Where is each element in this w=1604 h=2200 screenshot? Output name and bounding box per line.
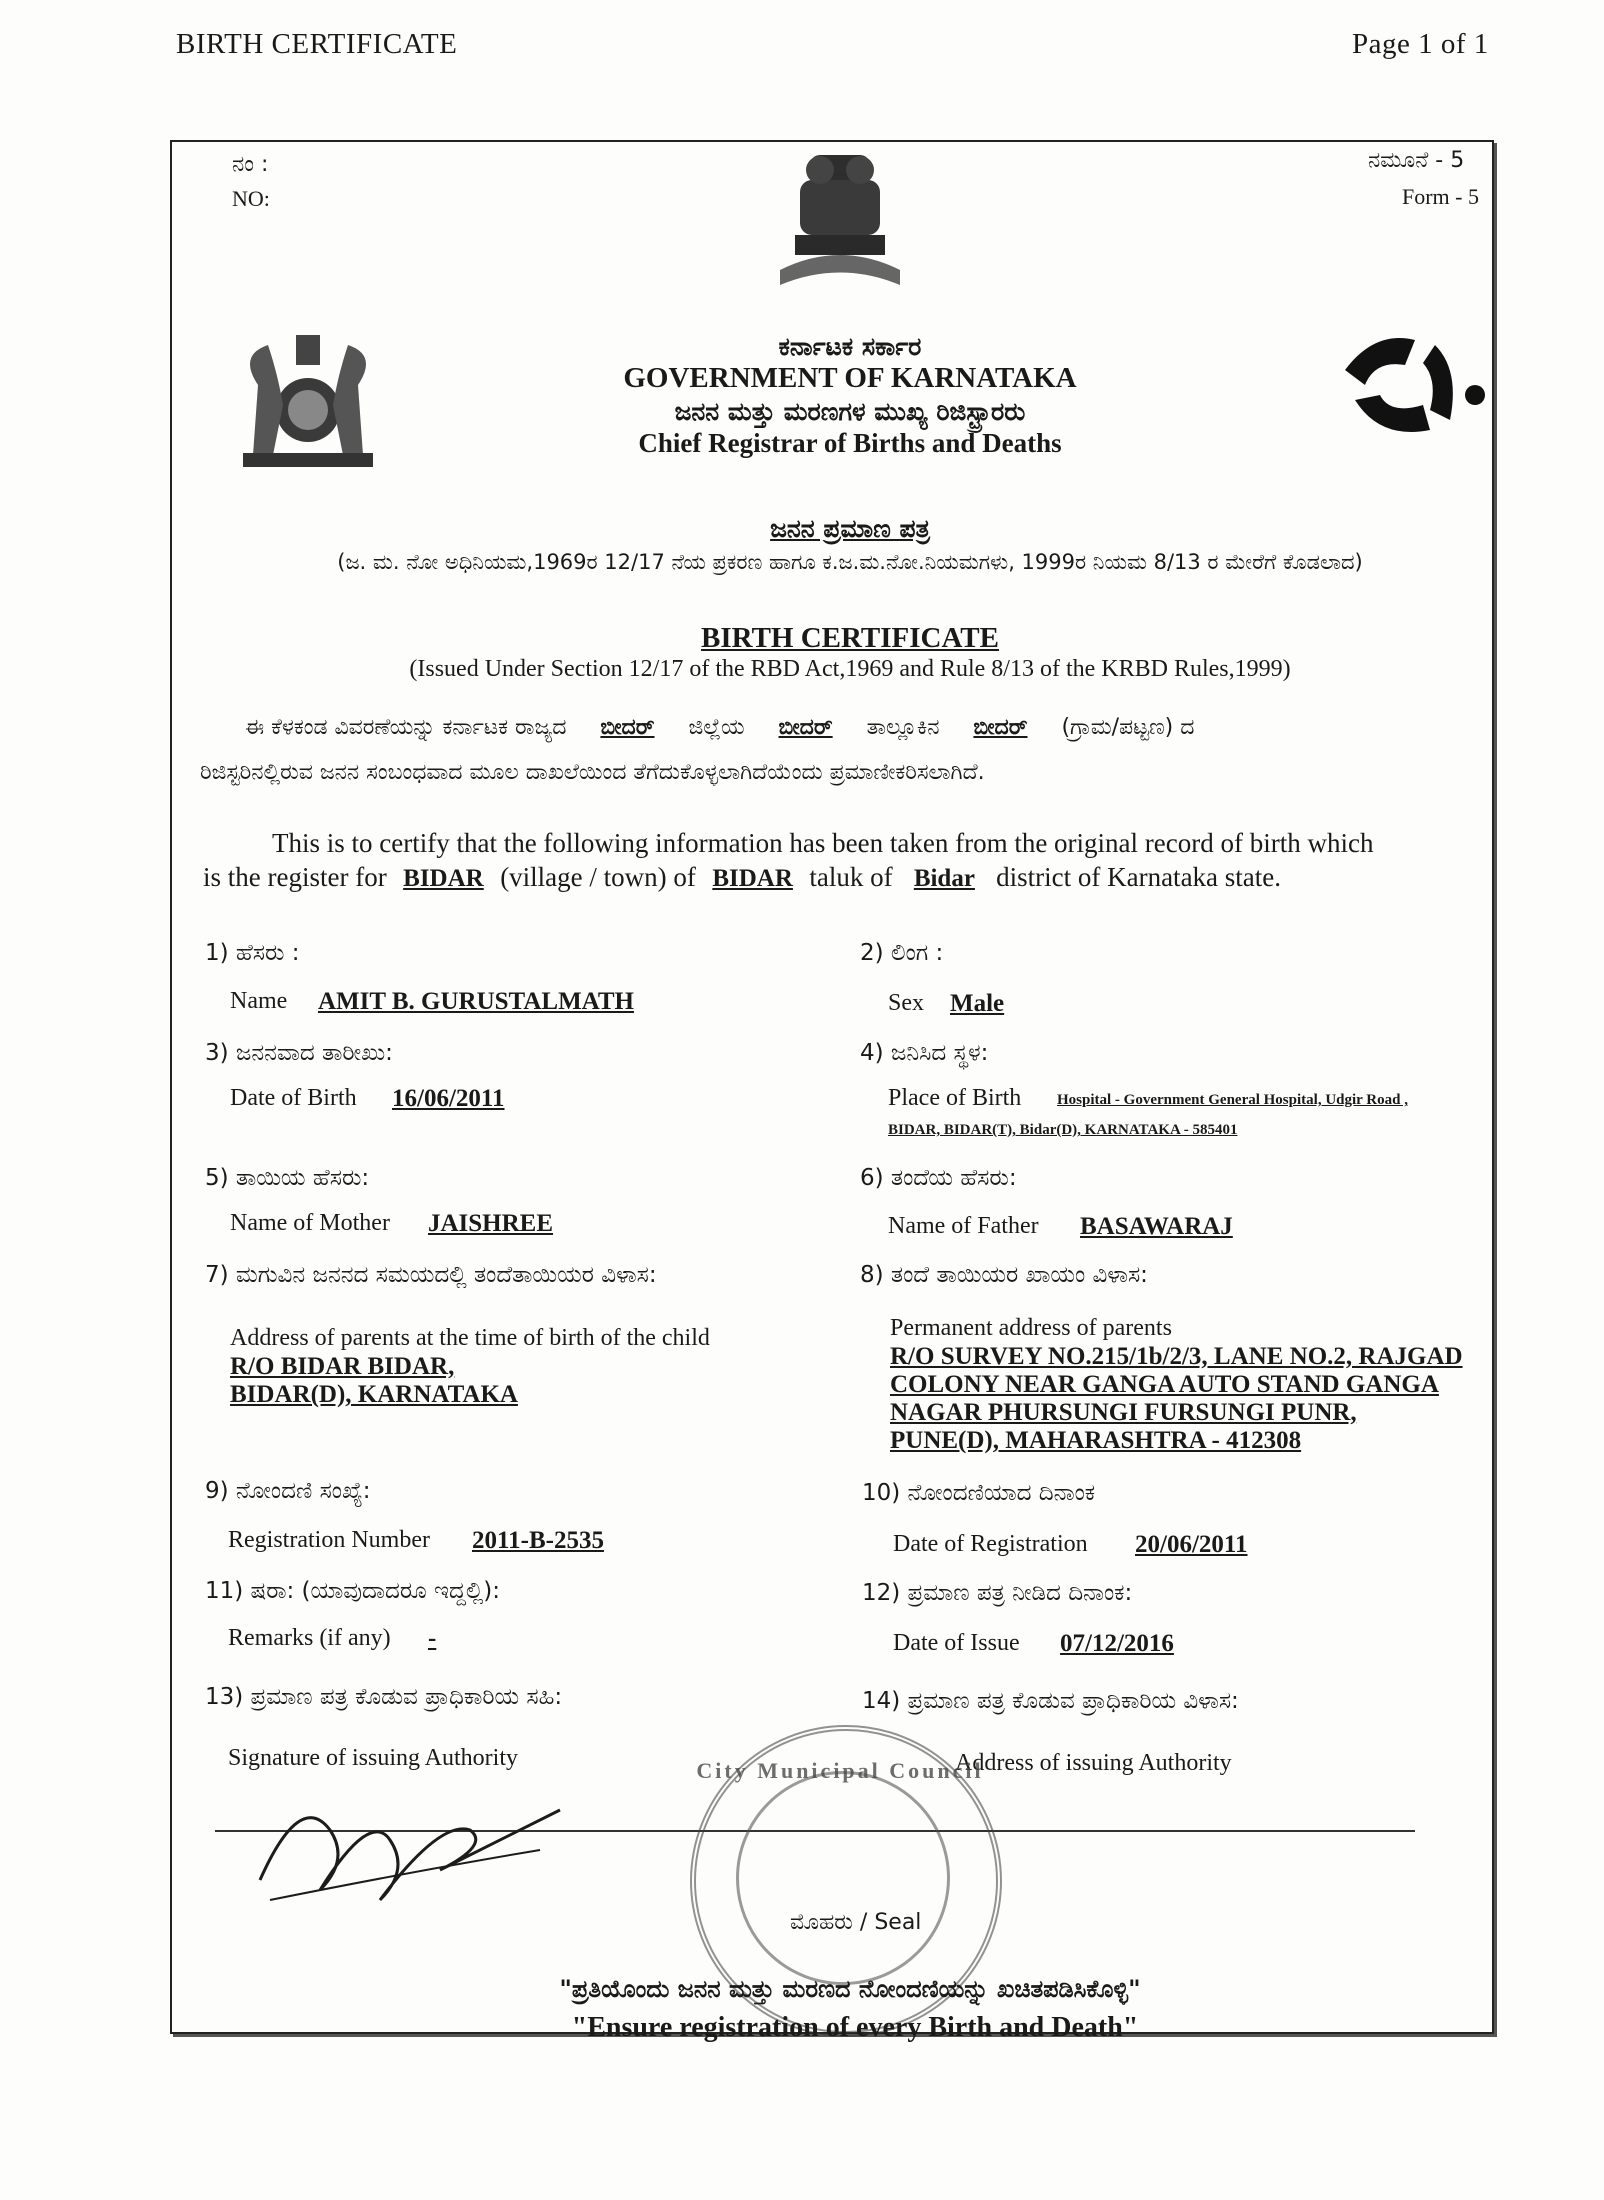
pob-value-line1: Hospital - Government General Hospital, Udgir Road ,	[1057, 1092, 1408, 1108]
name-label: Name	[230, 988, 288, 1014]
health-logo-icon	[1335, 325, 1485, 450]
father-label: Name of Father	[888, 1213, 1039, 1239]
remarks-label: Remarks (if any)	[228, 1625, 391, 1651]
district-kn: ಬೀದರ್	[600, 715, 655, 740]
signature-icon	[240, 1770, 580, 1920]
footer-slogan: "Ensure registration of every Birth and Death"	[571, 2012, 1139, 2043]
statement-line1: This is to certify that the following information has been taken from the original record of birth which	[272, 828, 1374, 858]
birth-address-label-kn: 7) ಮಗುವಿನ ಜನನದ ಸಮಯದಲ್ಲಿ ತಂದೆತಾಯಿಯರ ವಿಳಾಸ:	[205, 1262, 657, 1288]
father-label-kn: 6) ತಂದೆಯ ಹೆಸರು:	[860, 1165, 1017, 1191]
page-number: Page 1 of 1	[1352, 28, 1489, 60]
registrar-title-kn: ಜನನ ಮತ್ತು ಮರಣಗಳ ಮುಖ್ಯ ರಿಜಿಸ್ಟ್ರಾರರು	[674, 397, 1026, 426]
certificate-title: BIRTH CERTIFICATE	[701, 622, 999, 654]
statement-text: (village / town) of	[500, 862, 696, 892]
permanent-address-line1: R/O SURVEY NO.215/1b/2/3, LANE NO.2, RAJGAD	[890, 1343, 1463, 1370]
pob-label: Place of Birth	[888, 1085, 1022, 1111]
remarks-value: -	[428, 1625, 437, 1652]
permanent-address-line3: NAGAR PHURSUNGI FURSUNGI PUNR,	[890, 1399, 1357, 1426]
statement-text: taluk of	[809, 862, 893, 892]
no-label: NO:	[232, 186, 270, 211]
issuedate-label-kn: 12) ಪ್ರಮಾಣ ಪತ್ರ ನೀಡಿದ ದಿನಾಂಕ:	[862, 1580, 1133, 1606]
signature-label-kn: 13) ಪ್ರಮಾಣ ಪತ್ರ ಕೊಡುವ ಪ್ರಾಧಿಕಾರಿಯ ಸಹಿ:	[205, 1684, 563, 1710]
father-name: BASAWARAJ	[1080, 1213, 1233, 1240]
registrar-title: Chief Registrar of Births and Deaths	[638, 428, 1062, 458]
national-emblem-icon	[760, 145, 920, 300]
seal-text: City Municipal Council	[696, 1758, 984, 1783]
taluk-value: BIDAR	[712, 865, 793, 892]
statement-kn-text: (ಗ್ರಾಮ/ಪಟ್ಟಣ) ದ	[1061, 715, 1195, 740]
mother-label: Name of Mother	[230, 1210, 390, 1236]
dob-label-kn: 3) ಜನನವಾದ ತಾರೀಖು:	[205, 1040, 393, 1066]
permanent-address-label-kn: 8) ತಂದೆ ತಾಯಿಯರ ಖಾಯಂ ವಿಳಾಸ:	[860, 1262, 1148, 1288]
regno-label: Registration Number	[228, 1527, 430, 1553]
certificate-title-kn: ಜನನ ಪ್ರಮಾಣ ಪತ್ರ	[770, 514, 930, 543]
sex-value: Male	[950, 990, 1005, 1017]
remarks-label-kn: 11) ಷರಾ: (ಯಾವುದಾದರೂ ಇದ್ದಲ್ಲಿ):	[205, 1578, 501, 1604]
district-value: Bidar	[913, 865, 975, 892]
no-label-kn: ನಂ :	[232, 152, 269, 177]
seal-label: ಮೊಹರು / Seal	[790, 1910, 922, 1935]
regno-label-kn: 9) ನೋಂದಣಿ ಸಂಖ್ಯೆ:	[205, 1478, 371, 1504]
statement-kn-text: ಜಿಲ್ಲೆಯ	[688, 715, 745, 740]
village-kn: ಬೀದರ್	[973, 715, 1028, 740]
act-reference: (Issued Under Section 12/17 of the RBD Act,1969 and Rule 8/13 of the KRBD Rules,1999)	[409, 656, 1291, 682]
statement-kn-text: ಈ ಕೆಳಕಂಡ ವಿವರಣೆಯನ್ನು ಕರ್ನಾಟಕ ರಾಜ್ಯದ	[245, 715, 567, 740]
signature-label: Signature of issuing Authority	[228, 1745, 518, 1771]
regdate-label: Date of Registration	[893, 1531, 1088, 1557]
taluk-kn: ಬೀದರ್	[778, 715, 833, 740]
pob-label-kn: 4) ಜನಿಸಿದ ಸ್ಥಳ:	[860, 1040, 989, 1066]
statement-line2	[203, 862, 1281, 893]
karnataka-emblem-icon	[218, 315, 398, 475]
statement-kn-line1	[245, 715, 1194, 740]
government-title: GOVERNMENT OF KARNATAKA	[623, 362, 1077, 394]
authority-address-label: Address of issuing Authority	[955, 1750, 1232, 1776]
birth-address-label: Address of parents at the time of birth of the child	[230, 1325, 710, 1351]
government-title-kn: ಕರ್ನಾಟಕ ಸರ್ಕಾರ	[778, 332, 922, 361]
child-name: AMIT B. GURUSTALMATH	[318, 988, 635, 1015]
sex-label-kn: 2) ಲಿಂಗ :	[860, 940, 944, 966]
act-reference-kn: (ಜ. ಮ. ನೋ ಅಧಿನಿಯಮ,1969ರ 12/17 ನೆಯ ಪ್ರಕರಣ ಹಾಗೂ ಕ.ಜ.ಮ.ನೋ.ನಿಯಮಗಳು, 1999ರ ನಿಯಮ 8/13 ರ ಮೇರೆಗೆ ಕೊಡಲಾದ)	[337, 550, 1363, 574]
statement-kn-text: ತಾಲ್ಲೂಕಿನ	[866, 715, 940, 740]
name-label-kn: 1) ಹೆಸರು :	[205, 940, 300, 966]
birth-address-line2: BIDAR(D), KARNATAKA	[230, 1381, 518, 1408]
statement-text: district of Karnataka state.	[996, 862, 1282, 892]
statement-text: is the register for	[203, 862, 387, 892]
permanent-address-line4: PUNE(D), MAHARASHTRA - 412308	[890, 1427, 1302, 1454]
regno-value: 2011-B-2535	[472, 1527, 604, 1554]
form-label: Form - 5	[1402, 184, 1479, 209]
birth-address-line1: R/O BIDAR BIDAR,	[230, 1353, 455, 1380]
page-header-title: BIRTH CERTIFICATE	[176, 28, 458, 60]
footer-kn: "ಪ್ರತಿಯೊಂದು ಜನನ ಮತ್ತು ಮರಣದ ನೋಂದಣಿಯನ್ನು ಖಚಿತಪಡಿಸಿಕೊಳ್ಳಿ"	[559, 1975, 1141, 2003]
permanent-address-label: Permanent address of parents	[890, 1315, 1172, 1341]
regdate-label-kn: 10) ನೋಂದಣಿಯಾದ ದಿನಾಂಕ	[862, 1480, 1096, 1506]
statement-kn-line2: ರಿಜಿಸ್ಟರಿನಲ್ಲಿರುವ ಜನನ ಸಂಬಂಧವಾದ ಮೂಲ ದಾಖಲೆಯಿಂದ ತೆಗೆದುಕೊಳ್ಳಲಾಗಿದೆಯೆಂದು ಪ್ರಮಾಣೀಕರಿಸಲಾಗಿದೆ.	[200, 760, 985, 785]
regdate-value: 20/06/2011	[1135, 1531, 1248, 1558]
authority-address-label-kn: 14) ಪ್ರಮಾಣ ಪತ್ರ ಕೊಡುವ ಪ್ರಾಧಿಕಾರಿಯ ವಿಳಾಸ:	[862, 1688, 1239, 1714]
dob-value: 16/06/2011	[392, 1085, 505, 1112]
sex-label: Sex	[888, 990, 924, 1016]
permanent-address-line2: COLONY NEAR GANGA AUTO STAND GANGA	[890, 1371, 1439, 1398]
form-label-kn: ನಮೂನೆ - 5	[1368, 148, 1465, 173]
mother-label-kn: 5) ತಾಯಿಯ ಹೆಸರು:	[205, 1165, 370, 1191]
pob-value-line2: BIDAR, BIDAR(T), Bidar(D), KARNATAKA - 585401	[888, 1122, 1238, 1138]
issuedate-value: 07/12/2016	[1060, 1630, 1174, 1657]
issuedate-label: Date of Issue	[893, 1630, 1020, 1656]
village-value: BIDAR	[403, 865, 484, 892]
dob-label: Date of Birth	[230, 1085, 357, 1111]
mother-name: JAISHREE	[428, 1210, 554, 1237]
